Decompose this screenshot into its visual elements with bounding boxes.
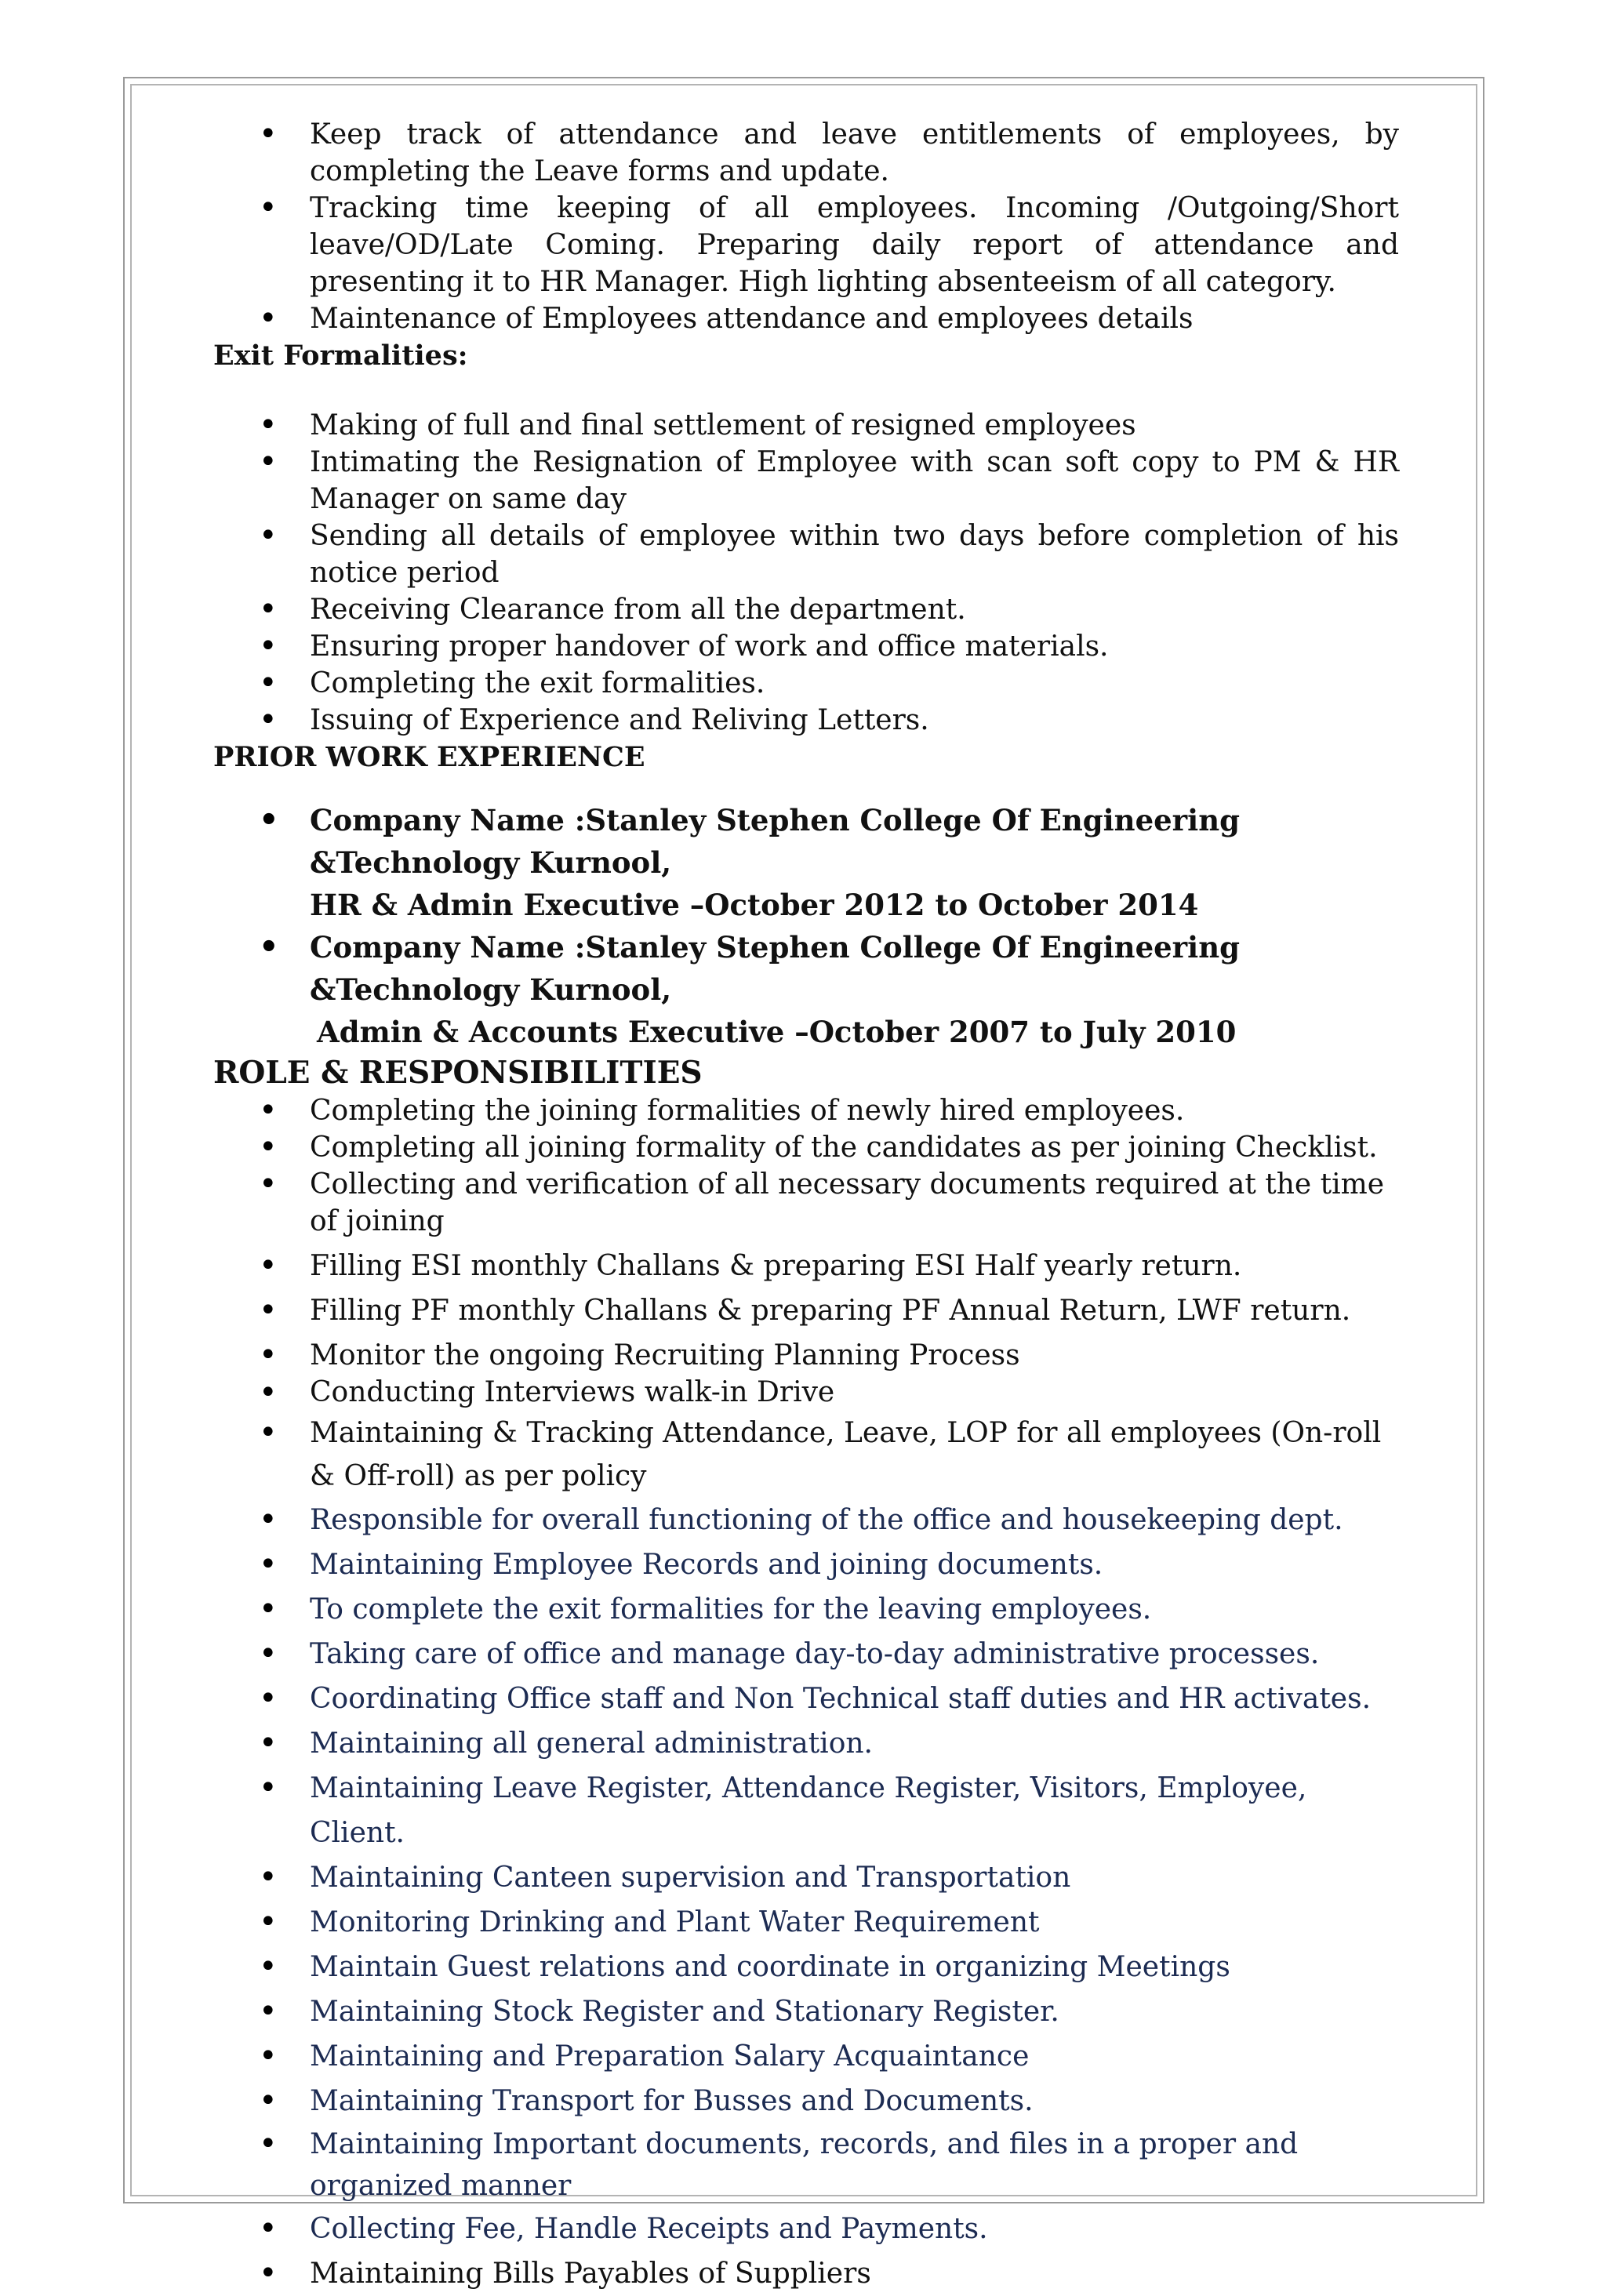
list-item: • Making of full and final settlement of resigned employees [213,407,1399,444]
list-item: • Maintaining Employee Records and joining documents. [213,1542,1399,1587]
resume-page [213,116,1399,2296]
attendance-list [213,116,1399,337]
job-role: HR & Admin Executive –October 2012 to October 2014 [310,888,1199,922]
prior-work-experience-heading: PRIOR WORK EXPERIENCE [213,741,645,773]
list-item: • Maintaining Canteen supervision and Transportation [213,1855,1399,1900]
prior-jobs-list [213,799,1399,1053]
responsibilities-list-b [213,1248,1399,1374]
list-item: • Filling PF monthly Challans & preparing PF Annual Return, LWF return. [213,1292,1399,1329]
list-item: • Maintain Guest relations and coordinate in organizing Meetings [213,1945,1399,1989]
list-item: • Filling ESI monthly Challans & preparing ESI Half yearly return. [213,1248,1399,1284]
list-item: • Completing the exit formalities. [213,665,1399,702]
list-item: • Maintenance of Employees attendance and employees details [213,300,1399,337]
list-item: • Maintaining Transport for Busses and Documents. [213,2079,1399,2123]
list-item: • Taking care of office and manage day-to-day administrative processes. [213,1632,1399,1677]
list-item: • Collecting and verification of all necessary documents required at the time of joining [213,1166,1399,1240]
list-item: • Collecting Fee, Handle Receipts and Payments. [213,2207,1399,2251]
responsibilities-list-e [213,2251,1399,2296]
job-role: Admin & Accounts Executive –October 2007 to July 2010 [317,1015,1237,1049]
list-item: • Intimating the Resignation of Employee with scan soft copy to PM & HR Manager on same day [213,444,1399,518]
job-entry [213,926,1399,1053]
list-item: • Maintaining Bills Payables of Suppliers [213,2251,1399,2296]
list-item: • Completing the joining formalities of newly hired employees. [213,1092,1399,1129]
list-item: • Coordinating Office staff and Non Technical staff duties and HR activates. [213,1677,1399,1721]
list-item: • Monitor the ongoing Recruiting Planning Process [213,1337,1399,1374]
list-item: • Maintaining Stock Register and Stationary Register. [213,1989,1399,2034]
list-item: • Maintaining and Preparation Salary Acquaintance [213,2034,1399,2079]
list-item: • Sending all details of employee within two days before completion of his notice period [213,518,1399,591]
exit-formalities-heading: Exit Formalities: [213,340,468,372]
list-item: • To complete the exit formalities for the leaving employees. [213,1587,1399,1632]
job-company: • Company Name :Stanley Stephen College Of Engineering &Technology Kurnool, [310,803,1240,880]
responsibilities-list-d [213,1498,1399,2251]
responsibilities-list-c [213,1374,1399,1498]
list-item: • Receiving Clearance from all the department. [213,591,1399,628]
list-item: • Keep track of attendance and leave entitlements of employees, by completing the Leave forms and update. [213,116,1399,190]
list-item: • Ensuring proper handover of work and office materials. [213,628,1399,665]
list-item: • Responsible for overall functioning of the office and housekeeping dept. [213,1498,1399,1542]
list-item: • Completing all joining formality of the candidates as per joining Checklist. [213,1129,1399,1166]
list-item: • Issuing of Experience and Reliving Letters. [213,702,1399,739]
list-item: • Conducting Interviews walk-in Drive [213,1374,1399,1411]
job-company: • Company Name :Stanley Stephen College Of Engineering &Technology Kurnool, [310,930,1240,1007]
list-item: • Maintaining & Tracking Attendance, Leave, LOP for all employees (On-roll & Off-roll) as per policy [213,1411,1399,1498]
list-item: • Monitoring Drinking and Plant Water Requirement [213,1900,1399,1945]
list-item: • Maintaining all general administration. [213,1721,1399,1766]
exit-formalities-list [213,407,1399,739]
list-item: • Maintaining Important documents, records, and files in a proper and organized manner [213,2123,1399,2207]
job-entry [213,799,1399,926]
responsibilities-list-a [213,1092,1399,1240]
list-item: • Maintaining Leave Register, Attendance Register, Visitors, Employee, Client. [213,1766,1399,1855]
role-responsibilities-heading: ROLE & RESPONSIBILITIES [213,1055,703,1091]
list-item: • Tracking time keeping of all employees. Incoming /Outgoing/Short leave/OD/Late Coming. Preparing daily report of attendance and presenting it to HR Manager. High lighting absenteeism of all category. [213,190,1399,300]
